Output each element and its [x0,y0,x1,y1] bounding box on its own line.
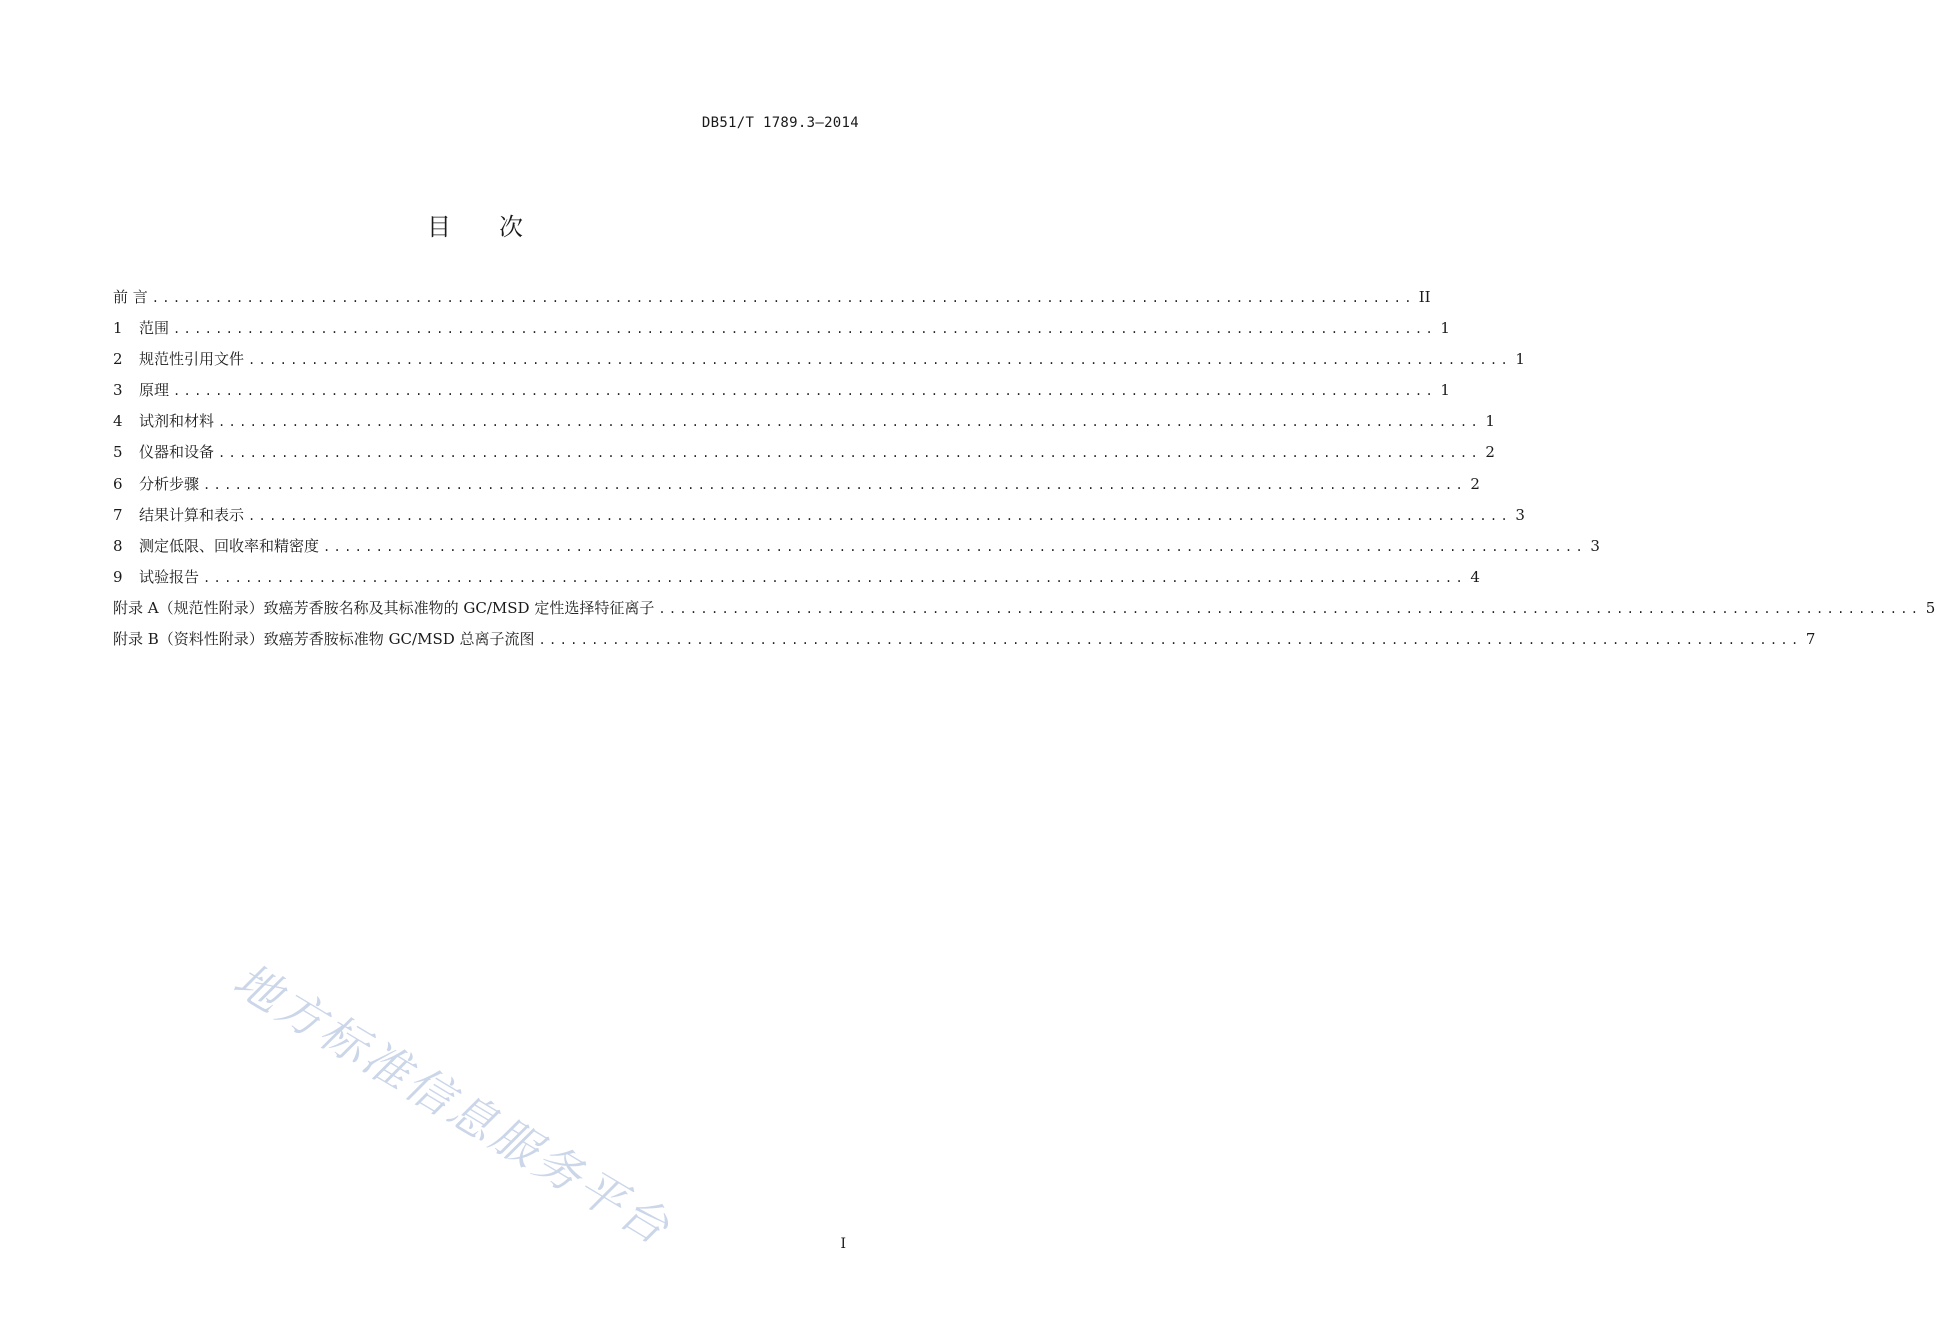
toc-entry-page: 7 [1805,630,1816,649]
toc-leader: ........................................................................................................................ [173,384,1436,399]
toc-entry-page: 3 [1590,536,1600,555]
toc-entry-number: 6 [113,474,123,493]
toc-entry-number: 4 [113,412,123,431]
toc-entry-page: 2 [1485,443,1495,462]
toc-entry-appendix-a[interactable] [113,597,1935,628]
toc-entry-page: 1 [1440,381,1450,400]
toc-entry-number: 1 [113,319,123,338]
toc-entry-text: 前 言 [113,288,148,306]
toc-entry-number: 2 [113,350,123,369]
toc-entry-number: 5 [113,443,123,462]
table-of-contents [113,286,1935,659]
toc-entry-text: 试剂和材料 [139,412,215,431]
toc-entry-number: 9 [113,567,123,586]
toc-entry-text: 分析步骤 [139,474,200,493]
toc-entry-page: 2 [1470,474,1480,493]
toc-entry-text: 规范性引用文件 [139,350,245,369]
toc-leader: ........................................................................................................................ [323,539,1586,554]
toc-entry-8[interactable] [113,535,1600,566]
toc-entry-5[interactable] [113,441,1495,472]
toc-leader: ........................................................................................................................ [151,291,1415,305]
toc-leader: ........................................................................................................................ [203,477,1466,492]
toc-entry-1[interactable] [113,317,1450,348]
toc-entry-text: 测定低限、回收率和精密度 [139,536,320,555]
toc-leader: ........................................................................................................................ [248,353,1511,368]
toc-entry-text: 附录 A（规范性附录） [113,598,264,617]
toc-entry-page: II [1418,288,1431,306]
toc-entry-4[interactable] [113,410,1495,441]
toc-entry-9[interactable] [113,566,1480,597]
toc-entry-3[interactable] [113,379,1450,410]
toc-leader: ........................................................................................................................ [173,322,1436,337]
toc-leader: ........................................................................................................................ [538,633,1802,648]
toc-entry-2[interactable] [113,348,1525,379]
toc-entry-page: 1 [1515,350,1525,369]
toc-entry-text: 附录 B（资料性附录） [113,630,264,649]
toc-entry-6[interactable] [113,473,1480,504]
toc-entry-number: 3 [113,381,123,400]
toc-entry-foreword[interactable] [113,286,1431,317]
toc-entry-page: 5 [1925,598,1935,617]
toc-entry-7[interactable] [113,504,1525,535]
toc-entry-appendix-b[interactable] [113,628,1816,659]
toc-entry-text: 仪器和设备 [139,443,215,462]
toc-entry-page: 4 [1470,567,1480,586]
toc-entry-subtitle: 致癌芳香胺名称及其标准物的 GC/MSD 定性选择特征离子 [263,598,655,617]
toc-entry-text: 范围 [139,319,170,338]
toc-entry-subtitle: 致癌芳香胺标准物 GC/MSD 总离子流图 [263,630,535,649]
toc-entry-page: 3 [1515,505,1525,524]
document-code: DB51/T 1789.3—2014 [701,115,859,131]
page-number: I [840,1236,846,1252]
toc-entry-text: 结果计算和表示 [139,505,245,524]
toc-leader: ........................................................................................................................ [218,446,1481,461]
toc-leader: ........................................................................................................................ [248,508,1511,523]
toc-leader: ........................................................................................................................ [203,570,1466,585]
toc-entry-number: 8 [113,536,123,555]
toc-entry-text: 原理 [139,381,170,400]
watermark: 地方标准信息服务平台 [224,952,681,1257]
toc-entry-number: 7 [113,505,123,524]
toc-leader: ........................................................................................................................ [658,601,1922,616]
toc-title: 目次 [427,213,571,241]
toc-entry-page: 1 [1485,412,1495,431]
toc-leader: ........................................................................................................................ [218,415,1481,430]
toc-entry-page: 1 [1440,319,1450,338]
toc-entry-text: 试验报告 [139,567,200,586]
